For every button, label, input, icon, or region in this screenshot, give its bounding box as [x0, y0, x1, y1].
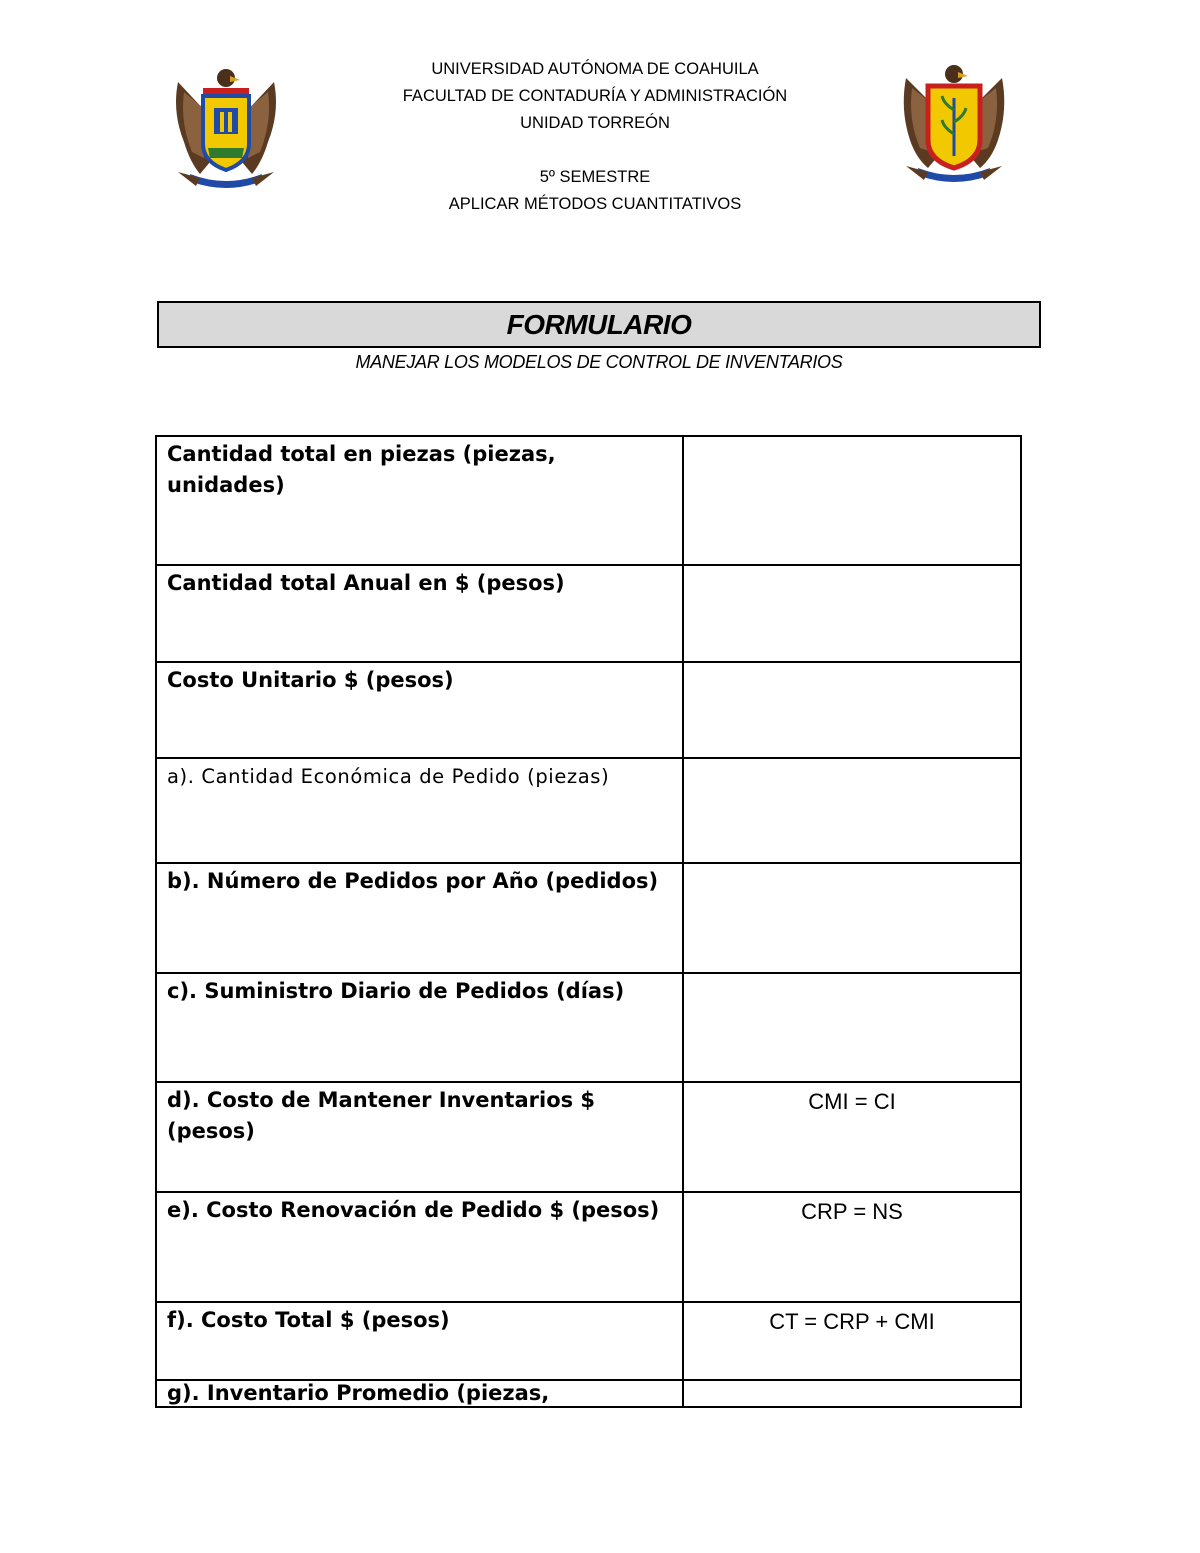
table-row: [157, 1303, 1020, 1381]
row-value: [684, 1381, 1020, 1406]
formula-table: [155, 435, 1022, 1408]
row-value: [684, 864, 1020, 978]
row-label: c). Suministro Diario de Pedidos (días): [157, 974, 684, 1081]
row-value: CT = CRP + CMI: [769, 1309, 935, 1334]
table-row: [157, 663, 1020, 759]
university-eagle-logo-icon: [170, 62, 282, 196]
row-value: CMI = CI: [808, 1089, 896, 1114]
table-row: [157, 437, 1020, 566]
row-label: a). Cantidad Económica de Pedido (piezas): [157, 759, 684, 862]
form-title-box: [157, 301, 1041, 348]
row-value: [684, 566, 1020, 667]
row-label: e). Costo Renovación de Pedido $ (pesos): [157, 1193, 684, 1301]
document-header: [300, 56, 890, 218]
row-label: Cantidad total Anual en $ (pesos): [157, 566, 684, 661]
form-title: FORMULARIO: [506, 308, 692, 340]
semester-label: 5º SEMESTRE: [539, 168, 651, 186]
row-value: [684, 974, 1020, 1087]
row-label: d). Costo de Mantener Inventarios $ (pesos): [157, 1083, 684, 1191]
row-label: g). Inventario Promedio (piezas,: [157, 1381, 684, 1406]
row-label: Cantidad total en piezas (piezas, unidades): [157, 437, 684, 564]
form-subtitle: MANEJAR LOS MODELOS DE CONTROL DE INVENTARIOS: [355, 352, 843, 372]
row-label: f). Costo Total $ (pesos): [157, 1303, 684, 1379]
row-value: CRP = NS: [801, 1199, 903, 1224]
row-value: [684, 663, 1020, 763]
table-row: [157, 1193, 1020, 1303]
row-label: Costo Unitario $ (pesos): [157, 663, 684, 757]
row-value: [684, 437, 1020, 570]
table-row: [157, 1381, 1020, 1406]
university-name: UNIVERSIDAD AUTÓNOMA DE COAHUILA: [431, 60, 759, 78]
table-row: [157, 974, 1020, 1083]
table-row: [157, 759, 1020, 864]
faculty-name: FACULTAD DE CONTADURÍA Y ADMINISTRACIÓN: [402, 87, 788, 105]
row-label: b). Número de Pedidos por Año (pedidos): [157, 864, 684, 972]
table-row: [157, 864, 1020, 974]
table-row: [157, 566, 1020, 663]
table-row: [157, 1083, 1020, 1193]
row-value: [684, 759, 1020, 868]
campus-name: UNIDAD TORREÓN: [520, 114, 670, 132]
course-name: APLICAR MÉTODOS CUANTITATIVOS: [448, 195, 742, 213]
faculty-eagle-logo-icon: [898, 60, 1010, 190]
